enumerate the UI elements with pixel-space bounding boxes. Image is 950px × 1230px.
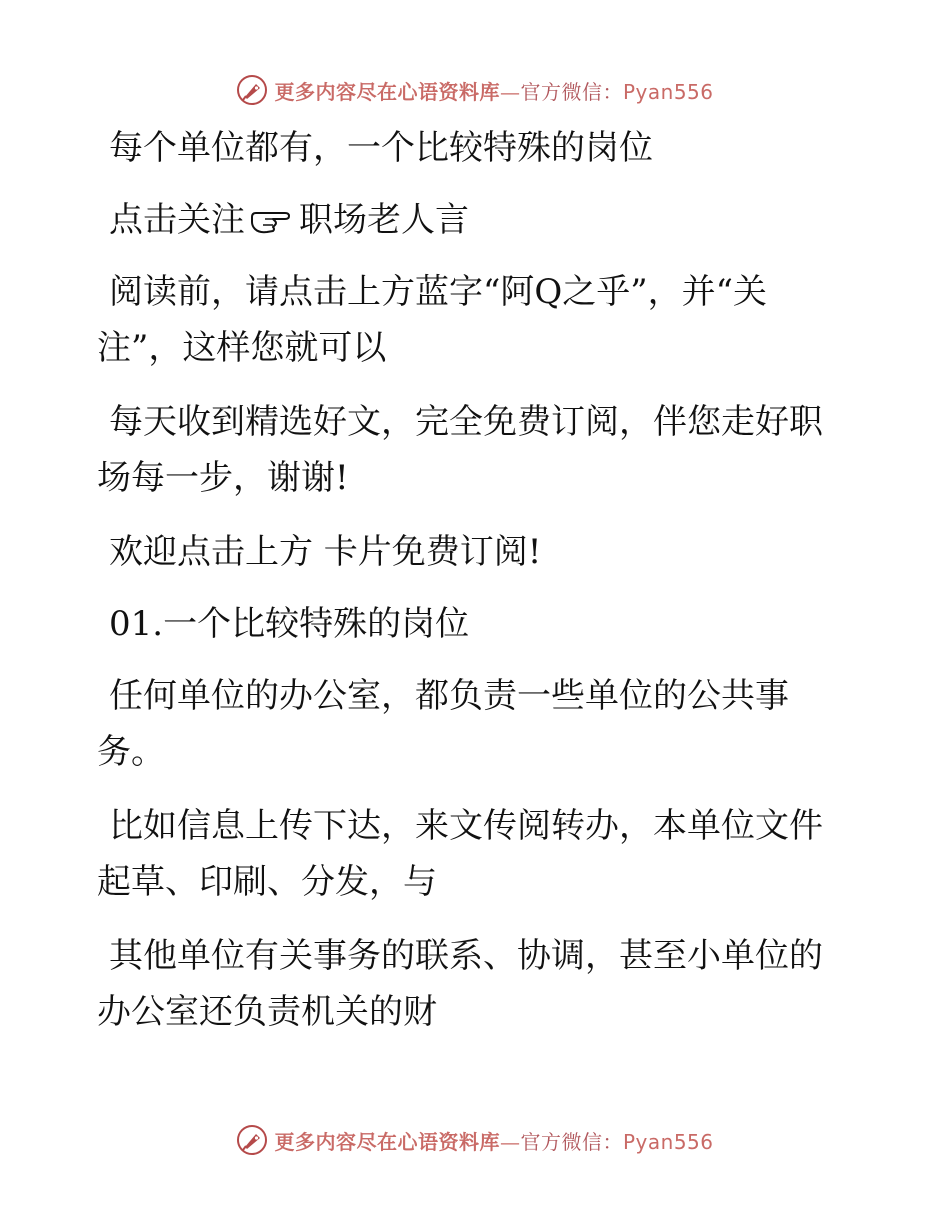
header-banner-main: 更多内容尽在心语资料库 [274,79,500,104]
follow-text: 点击关注 [109,200,245,240]
paragraph-4: 每天收到精选好文，完全免费订阅，伴您走好职场每一步，谢谢! [97,402,823,498]
header-banner [0,70,950,110]
account-name: 职场老人言 [299,200,469,240]
paragraph-3: 阅读前，请点击上方蓝字“阿Q之乎”，并“关注”，这样您就可以 [97,272,768,368]
footer-banner-dash: — [499,1129,521,1154]
header-banner-text [274,76,713,105]
header-banner-dash: — [499,79,521,104]
header-wechat-label: 官方微信： [520,79,623,104]
pen-nib-logo-icon [236,74,268,106]
footer-banner-main: 更多内容尽在心语资料库 [274,1129,500,1154]
paragraph-8: 比如信息上传下达，来文传阅转办，本单位文件起草、印刷、分发，与 [97,806,823,902]
pointing-hand-icon [249,205,293,235]
paragraph-5: 欢迎点击上方 卡片免费订阅! [109,532,542,572]
paragraph-9: 其他单位有关事务的联系、协调，甚至小单位的办公室还负责机关的财 [97,936,823,1032]
header-wechat-id: Pyan556 [622,79,714,104]
footer-banner [0,1120,950,1160]
pen-nib-logo-icon [236,1124,268,1156]
article-body [97,120,837,1058]
footer-wechat-label: 官方微信： [520,1129,623,1154]
paragraph-1: 每个单位都有，一个比较特殊的岗位 [109,128,653,168]
paragraph-7: 任何单位的办公室，都负责一些单位的公共事务。 [97,676,789,772]
paragraph-2 [97,192,837,248]
section-heading: 01.一个比较特殊的岗位 [109,604,470,644]
footer-wechat-id: Pyan556 [622,1129,714,1154]
footer-banner-text [274,1126,713,1155]
